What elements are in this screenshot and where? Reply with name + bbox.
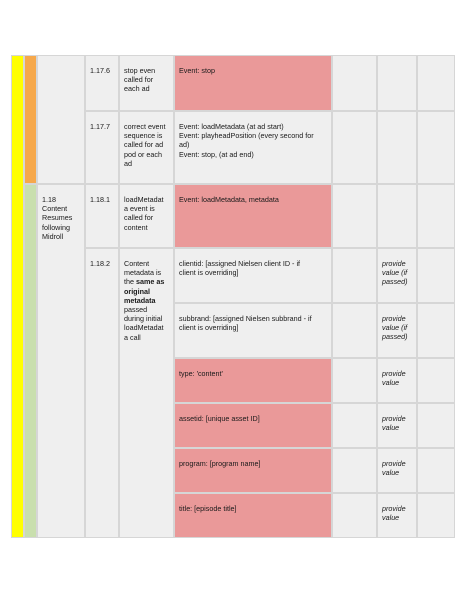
row-1-18-2-id: 1.18.2 <box>85 248 119 538</box>
row-1-17-6-id: 1.17.6 <box>85 55 119 111</box>
param-type-note: provide value <box>377 358 417 403</box>
yellow-stripe <box>11 55 24 538</box>
param-assetid-extra-a <box>332 403 377 448</box>
param-clientid-extra-a <box>332 248 377 303</box>
param-program-extra-c <box>417 448 455 493</box>
param-title-note: provide value <box>377 493 417 538</box>
row-1-17-7-extra-b <box>377 111 417 184</box>
green-stripe <box>24 184 37 538</box>
row-1-17-7-extra-c <box>417 111 455 184</box>
row-1-17-6-extra-c <box>417 55 455 111</box>
param-title: title: [episode title] <box>174 493 332 538</box>
param-clientid: clientid: [assigned Nielsen client ID - if client is overriding] <box>174 248 332 303</box>
row-1-18-1-description: loadMetadat a event is called for content <box>119 184 174 248</box>
param-clientid-extra-c <box>417 248 455 303</box>
param-subbrand: subbrand: [assigned Nielsen subbrand - if client is overriding] <box>174 303 332 358</box>
row-1-17-7-id: 1.17.7 <box>85 111 119 184</box>
row-1-17-6-description: stop even called for each ad <box>119 55 174 111</box>
row-1-17-6-extra-b <box>377 55 417 111</box>
param-program-extra-a <box>332 448 377 493</box>
param-assetid: assetid: [unique asset ID] <box>174 403 332 448</box>
param-subbrand-note: provide value (if passed) <box>377 303 417 358</box>
param-program-note: provide value <box>377 448 417 493</box>
row-1-18-1-extra-b <box>377 184 417 248</box>
param-assetid-note: provide value <box>377 403 417 448</box>
param-type: type: 'content' <box>174 358 332 403</box>
param-subbrand-extra-c <box>417 303 455 358</box>
param-title-extra-a <box>332 493 377 538</box>
row-1-17-6-extra-a <box>332 55 377 111</box>
row-1-18-2-description: Content metadata is the same as original metadata passed during initial loadMetadat a call <box>119 248 174 538</box>
row-1-18-1-id: 1.18.1 <box>85 184 119 248</box>
row-1-18-1-extra-c <box>417 184 455 248</box>
param-type-extra-c <box>417 358 455 403</box>
row-1-18-1-extra-a <box>332 184 377 248</box>
row-1-17-7-extra-a <box>332 111 377 184</box>
section-1-18-label: 1.18 Content Resumes following Midroll <box>37 184 85 538</box>
param-title-extra-c <box>417 493 455 538</box>
param-subbrand-extra-a <box>332 303 377 358</box>
orange-stripe <box>24 55 37 184</box>
param-assetid-extra-c <box>417 403 455 448</box>
param-program: program: [program name] <box>174 448 332 493</box>
row-1-17-6-event: Event: stop <box>174 55 332 111</box>
row-1-17-7-event: Event: loadMetadata (at ad start) Event: playheadPosition (every second for ad) Event: stop, (at ad end) <box>174 111 332 184</box>
section-cell-empty <box>37 55 85 184</box>
row-1-18-1-event: Event: loadMetadata, metadata <box>174 184 332 248</box>
param-type-extra-a <box>332 358 377 403</box>
param-clientid-note: provide value (if passed) <box>377 248 417 303</box>
row-1-17-7-description: correct event sequence is called for ad pod or each ad <box>119 111 174 184</box>
